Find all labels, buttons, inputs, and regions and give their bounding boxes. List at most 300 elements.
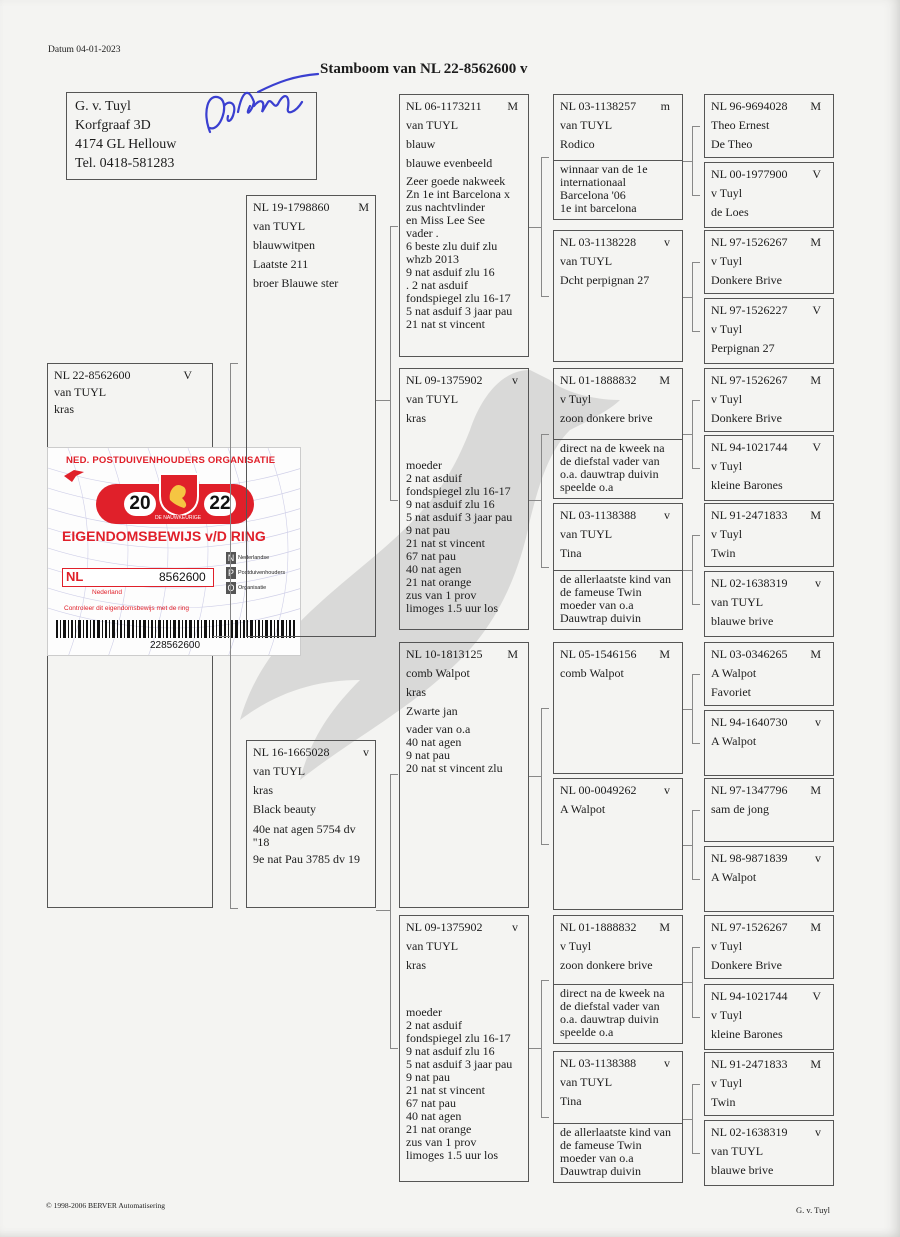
gen5-ring: NL 97-1526267 [711, 235, 788, 249]
father-name: Laatste 211 [253, 257, 309, 271]
mother-sex: v [363, 745, 369, 759]
connector-line [213, 636, 230, 637]
gen3-note: 2 nat asduif [406, 471, 462, 485]
gen3-note: zus van 1 prov [406, 1135, 477, 1149]
connector-line [692, 262, 693, 331]
gen3-box [399, 368, 529, 630]
gen5-box [704, 162, 834, 228]
gen3-note: 9 nat asduif zlu 16 [406, 497, 495, 511]
connector-line [692, 535, 693, 604]
connector-line [683, 434, 692, 435]
card-badge: DE NAUWKEURIGE [148, 515, 208, 522]
father-sex: M [358, 200, 369, 214]
gen4-sex: M [659, 920, 670, 934]
gen5-sex: v [815, 851, 821, 865]
gen4-box [553, 778, 683, 910]
gen5-sex: M [810, 373, 821, 387]
card-ring-number: 8562600 [159, 570, 206, 584]
gen5-line2: Donkere Brive [711, 411, 782, 425]
connector-line [390, 500, 398, 501]
gen4-note: winnaar van de 1e [560, 162, 648, 176]
gen5-line2: kleine Barones [711, 478, 783, 492]
gen3-owner: van TUYL [406, 118, 459, 132]
gen3-note: 21 nat st vincent [406, 1083, 485, 1097]
father-box [246, 195, 376, 637]
gen3-note: moeder [406, 1005, 442, 1019]
gen5-sex: M [810, 647, 821, 661]
gen3-sex: v [512, 920, 518, 934]
gen4-ring: NL 05-1546156 [560, 647, 637, 661]
gen4-box [553, 642, 683, 774]
gen5-sex: M [810, 235, 821, 249]
gen3-note: moeder [406, 458, 442, 472]
card-doc-title: EIGENDOMSBEWIJS v/D RING [62, 528, 266, 544]
gen5-line1: A Walpot [711, 666, 757, 680]
gen5-sex: M [810, 508, 821, 522]
gen3-note: 21 nat st vincent [406, 536, 485, 550]
connector-line [529, 500, 541, 501]
gen4-line1: v Tuyl [560, 939, 592, 953]
gen5-sex: V [812, 167, 821, 181]
gen5-box [704, 984, 834, 1050]
gen4-note: moeder van o.a [560, 1151, 634, 1165]
gen5-ring: NL 97-1526227 [711, 303, 788, 317]
gen3-name: Zwarte jan [406, 704, 458, 718]
gen3-name [406, 428, 522, 447]
gen4-line1: van TUYL [560, 527, 613, 541]
gen4-line1: comb Walpot [560, 666, 624, 680]
gen4-ring: NL 01-1888832 [560, 920, 637, 934]
gen5-sex: V [812, 303, 821, 317]
gen5-box [704, 710, 834, 776]
npo-logo: N Nederlandse P Postduivenhouders O Organisatie [227, 553, 286, 593]
gen5-ring: NL 97-1526267 [711, 920, 788, 934]
gen3-note: 40 nat agen [406, 1109, 462, 1123]
connector-line [692, 331, 700, 332]
gen3-note: limoges 1.5 uur los [406, 601, 498, 615]
signature-icon [198, 72, 328, 152]
gen5-line1: v Tuyl [711, 392, 743, 406]
gen4-ring: NL 03-1138228 [560, 235, 637, 249]
gen5-line2: blauwe brive [711, 1163, 774, 1177]
gen4-note: direct na de kweek na [560, 986, 665, 1000]
year-left: 20 [124, 492, 156, 516]
connector-line [541, 296, 549, 297]
connector-line [390, 226, 398, 227]
gen3-note: vader . [406, 226, 439, 240]
gen4-note: Barcelona '06 [560, 188, 626, 202]
gen4-note: de diefstal vader van [560, 999, 660, 1013]
gen3-note: whzb 2013 [406, 252, 459, 266]
gen4-note: o.a. dauwtrap duivin [560, 467, 659, 481]
gen5-sex: M [810, 1057, 821, 1071]
connector-line [692, 1017, 700, 1018]
gen3-sex: M [507, 647, 518, 661]
connector-line [541, 157, 542, 296]
connector-line [683, 709, 692, 710]
gen3-note: 5 nat asduif 3 jaar pau [406, 510, 513, 524]
connector-line [541, 980, 542, 1118]
gen3-note: 9 nat pau [406, 748, 450, 762]
connector-line [529, 776, 541, 777]
gen3-note: limoges 1.5 uur los [406, 1148, 498, 1162]
connector-line [390, 774, 398, 775]
gen5-box [704, 94, 834, 158]
npo-o: Organisatie [238, 585, 267, 591]
gen3-note: vader van o.a [406, 722, 471, 736]
gen5-box [704, 368, 834, 432]
gen3-note: zus nachtvlinder [406, 200, 485, 214]
owner-street: Korfgraaf 3D [75, 118, 151, 133]
npo-p: Postduivenhouders [238, 570, 286, 576]
gen4-box [553, 1051, 683, 1183]
gen4-line2: zoon donkere brive [560, 958, 653, 972]
connector-line [390, 774, 391, 1048]
gen5-ring: NL 03-0346265 [711, 647, 788, 661]
connector-line [376, 910, 390, 911]
gen3-color: kras [406, 685, 426, 699]
gen4-ring: NL 00-0049262 [560, 783, 637, 797]
gen5-line2: Twin [711, 1095, 736, 1109]
gen5-sex: M [810, 99, 821, 113]
gen4-box [553, 503, 683, 630]
gen3-ring: NL 09-1375902 [406, 920, 483, 934]
gen4-line2: Dcht perpignan 27 [560, 273, 650, 287]
gen4-sex: v [664, 783, 670, 797]
connector-line [541, 157, 549, 158]
gen3-note: zus van 1 prov [406, 588, 477, 602]
father-note: broer Blauwe ster [253, 276, 339, 290]
mother-owner: van TUYL [253, 764, 306, 778]
gen4-note: speelde o.a [560, 480, 614, 494]
gen4-note: o.a. dauwtrap duivin [560, 1012, 659, 1026]
gen4-ring: NL 03-1138388 [560, 508, 637, 522]
gen5-box [704, 298, 834, 364]
father-owner: van TUYL [253, 219, 306, 233]
gen4-sex: v [664, 235, 670, 249]
gen5-box [704, 571, 834, 637]
gen3-note: 9 nat asduif zlu 16 [406, 265, 495, 279]
gen4-line2: zoon donkere brive [560, 411, 653, 425]
gen3-note: 40 nat agen [406, 735, 462, 749]
gen3-note: fondspiegel zlu 16-17 [406, 291, 511, 305]
gen5-line1: Theo Ernest [711, 118, 770, 132]
gen4-note: Dauwtrap duivin [560, 1164, 641, 1178]
gen5-line2: de Loes [711, 205, 749, 219]
connector-line [529, 1048, 541, 1049]
gen5-ring: NL 98-9871839 [711, 851, 788, 865]
connector-line [390, 226, 391, 500]
gen3-note: 21 nat orange [406, 1122, 472, 1136]
gen3-box [399, 642, 529, 908]
gen5-line2: Donkere Brive [711, 958, 782, 972]
subject-color: kras [54, 402, 74, 416]
connector-line [692, 468, 700, 469]
gen3-sex: v [512, 373, 518, 387]
gen5-box [704, 230, 834, 294]
ring-number-field [62, 568, 214, 587]
gen5-line1: v Tuyl [711, 1076, 743, 1090]
connector-line [541, 980, 549, 981]
gen3-note: fondspiegel zlu 16-17 [406, 1031, 511, 1045]
gen4-ring: NL 01-1888832 [560, 373, 637, 387]
gen3-note: . 2 nat asduif [406, 278, 468, 292]
subject-ring: NL 22-8562600 [54, 368, 131, 382]
connector-line [692, 400, 693, 468]
gen3-note: fondspiegel zlu 16-17 [406, 484, 511, 498]
pigeon-logo-icon [62, 466, 86, 484]
gen5-line1: van TUYL [711, 1144, 764, 1158]
mother-ring: NL 16-1665028 [253, 745, 330, 759]
gen5-line2: Twin [711, 546, 736, 560]
connector-line [230, 363, 238, 364]
gen4-line1: van TUYL [560, 118, 613, 132]
card-nederland: Nederland [92, 589, 122, 596]
gen3-note: 21 nat st vincent [406, 317, 485, 331]
gen5-box [704, 1052, 834, 1116]
gen5-ring: NL 00-1977900 [711, 167, 788, 181]
gen5-line1: v Tuyl [711, 186, 743, 200]
gen4-line1: A Walpot [560, 802, 606, 816]
gen5-line2: Favoriet [711, 685, 751, 699]
connector-line [692, 674, 700, 675]
subject-sex: V [183, 368, 192, 382]
connector-line [683, 982, 692, 983]
gen5-line2: De Theo [711, 137, 753, 151]
gen5-line2: Perpignan 27 [711, 341, 775, 355]
gen3-ring: NL 06-1173211 [406, 99, 482, 113]
gen3-note: Zeer goede nakweek [406, 174, 506, 188]
gen3-sex: M [507, 99, 518, 113]
npo-n: Nederlandse [238, 555, 270, 561]
gen4-note: direct na de kweek na [560, 441, 665, 455]
connector-line [541, 1117, 549, 1118]
gen4-note: Dauwtrap duivin [560, 611, 641, 625]
gen3-note: 9 nat asduif zlu 16 [406, 1044, 495, 1058]
gen3-note: 67 nat pau [406, 1096, 456, 1110]
card-nl: NL [66, 569, 84, 584]
gen3-name [406, 975, 522, 994]
gen3-note: 67 nat pau [406, 549, 456, 563]
gen5-box [704, 503, 834, 567]
lion-crest-icon [156, 470, 202, 518]
gen5-ring: NL 97-1347796 [711, 783, 788, 797]
card-org: NED. POSTDUIVENHOUDERS ORGANISATIE [66, 455, 276, 466]
connector-line [683, 845, 692, 846]
gen5-line1: sam de jong [711, 802, 769, 816]
connector-line [683, 1119, 692, 1120]
father-ring: NL 19-1798860 [253, 200, 330, 214]
connector-line [692, 535, 700, 536]
gen4-note: internationaal [560, 175, 626, 189]
gen3-ring: NL 10-1813125 [406, 647, 483, 661]
gen5-line1: v Tuyl [711, 1008, 743, 1022]
connector-line [692, 604, 700, 605]
year-right: 22 [204, 492, 236, 516]
gen3-note: Zn 1e int Barcelona x [406, 187, 510, 201]
gen4-note: de allerlaatste kind van [560, 572, 671, 586]
connector-line [683, 297, 692, 298]
gen5-ring: NL 91-2471833 [711, 508, 788, 522]
mother-note-2: 9e nat Pau 3785 dv 19 [253, 852, 360, 866]
gen5-box [704, 435, 834, 501]
connector-line [390, 1048, 398, 1049]
connector-line [541, 434, 542, 567]
gen5-line1: v Tuyl [711, 527, 743, 541]
gen4-note: de fameuse Twin [560, 585, 642, 599]
gen4-ring: NL 03-1138257 [560, 99, 637, 113]
gen5-line2: blauwe brive [711, 614, 774, 628]
gen4-ring: NL 03-1138388 [560, 1056, 637, 1070]
connector-line [541, 844, 549, 845]
connector-line [692, 947, 700, 948]
gen3-owner: van TUYL [406, 392, 459, 406]
gen3-owner: comb Walpot [406, 666, 470, 680]
gen5-line2: kleine Barones [711, 1027, 783, 1041]
gen4-line1: v Tuyl [560, 392, 592, 406]
connector-line [692, 126, 700, 127]
connector-line [692, 743, 700, 744]
gen4-box [553, 915, 683, 1044]
owner-city: 4174 GL Hellouw [75, 137, 177, 152]
gen4-sex: m [660, 99, 670, 113]
gen4-note: moeder van o.a [560, 598, 634, 612]
owner-phone: Tel. 0418-581283 [75, 156, 175, 171]
connector-line [376, 400, 390, 401]
subject-owner: van TUYL [54, 385, 107, 399]
gen5-line1: v Tuyl [711, 459, 743, 473]
connector-line [692, 262, 700, 263]
gen3-note: 20 nat st vincent zlu [406, 761, 503, 775]
gen5-ring: NL 96-9694028 [711, 99, 788, 113]
connector-line [692, 195, 700, 196]
connector-line [692, 1153, 700, 1154]
gen5-sex: V [812, 440, 821, 454]
connector-line [692, 879, 700, 880]
gen5-line1: v Tuyl [711, 939, 743, 953]
gen5-sex: M [810, 920, 821, 934]
gen4-note: 1e int barcelona [560, 201, 637, 215]
gen5-ring: NL 91-2471833 [711, 1057, 788, 1071]
gen5-line1: v Tuyl [711, 254, 743, 268]
gen3-box [399, 915, 529, 1182]
gen3-note: 9 nat pau [406, 523, 450, 537]
gen3-note: 9 nat pau [406, 1070, 450, 1084]
gen4-note: speelde o.a [560, 1025, 614, 1039]
gen3-name: blauwe evenbeeld [406, 156, 493, 170]
gen4-line2: Rodico [560, 137, 595, 151]
gen5-line1: v Tuyl [711, 322, 743, 336]
gen5-box [704, 915, 834, 979]
connector-line [529, 227, 541, 228]
gen3-note: 5 nat asduif 3 jaar pau [406, 1057, 513, 1071]
gen5-line1: A Walpot [711, 870, 757, 884]
mother-name: Black beauty [253, 802, 316, 816]
mother-box [246, 740, 376, 908]
gen5-ring: NL 02-1638319 [711, 1125, 788, 1139]
gen4-line1: van TUYL [560, 1075, 613, 1089]
connector-line [692, 810, 700, 811]
gen5-ring: NL 02-1638319 [711, 576, 788, 590]
connector-line [541, 708, 549, 709]
page-title: Stamboom van NL 22-8562600 v [320, 61, 528, 77]
print-date: Datum 04-01-2023 [48, 45, 121, 55]
gen5-box [704, 778, 834, 842]
gen5-ring: NL 94-1021744 [711, 989, 788, 1003]
gen4-box [553, 230, 683, 362]
footer-owner: G. v. Tuyl [796, 1205, 830, 1215]
mother-color: kras [253, 783, 273, 797]
connector-line [692, 810, 693, 879]
owner-name: G. v. Tuyl [75, 99, 131, 114]
gen5-sex: v [815, 1125, 821, 1139]
footer-copyright: © 1998-2006 BERVER Automatisering [46, 1201, 166, 1210]
gen3-note: 21 nat orange [406, 575, 472, 589]
gen5-ring: NL 94-1640730 [711, 715, 788, 729]
connector-line [230, 908, 238, 909]
gen5-line2: Donkere Brive [711, 273, 782, 287]
father-color: blauwwitpen [253, 238, 315, 252]
gen5-ring: NL 97-1526267 [711, 373, 788, 387]
connector-line [692, 674, 693, 743]
connector-line [692, 126, 693, 195]
gen3-ring: NL 09-1375902 [406, 373, 483, 387]
connector-line [692, 1084, 700, 1085]
gen3-note: 5 nat asduif 3 jaar pau [406, 304, 513, 318]
gen3-note: 2 nat asduif [406, 1018, 462, 1032]
gen5-sex: v [815, 715, 821, 729]
gen4-note: de allerlaatste kind van [560, 1125, 671, 1139]
gen3-note: en Miss Lee See [406, 213, 485, 227]
gen4-line2: Tina [560, 546, 582, 560]
gen5-box [704, 1120, 834, 1186]
connector-line [683, 570, 692, 571]
card-barcode-number: 228562600 [149, 640, 201, 651]
gen5-box [704, 846, 834, 912]
gen3-box [399, 94, 529, 357]
gen4-line2: Tina [560, 1094, 582, 1108]
gen5-box [704, 642, 834, 706]
gen3-owner: van TUYL [406, 939, 459, 953]
gen3-note: 6 beste zlu duif zlu [406, 239, 498, 253]
gen4-sex: M [659, 647, 670, 661]
gen5-sex: M [810, 783, 821, 797]
gen3-color: kras [406, 958, 426, 972]
gen5-sex: v [815, 576, 821, 590]
gen4-note: de diefstal vader van [560, 454, 660, 468]
connector-line [541, 567, 549, 568]
gen5-sex: V [812, 989, 821, 1003]
gen5-line1: van TUYL [711, 595, 764, 609]
card-control-text: Controleer dit eigendomsbewijs met de ring [64, 605, 190, 612]
gen5-ring: NL 94-1021744 [711, 440, 788, 454]
connector-line [541, 708, 542, 844]
gen4-line1: van TUYL [560, 254, 613, 268]
gen4-box [553, 368, 683, 499]
gen4-box [553, 94, 683, 220]
gen3-color: blauw [406, 137, 436, 151]
connector-line [541, 434, 549, 435]
connector-line [692, 400, 700, 401]
connector-line [692, 1084, 693, 1153]
gen5-line1: A Walpot [711, 734, 757, 748]
connector-line [683, 161, 692, 162]
gen4-sex: v [664, 1056, 670, 1070]
mother-note-1: 40e nat agen 5754 dv ''18 [253, 822, 356, 849]
connector-line [230, 363, 231, 908]
gen4-sex: M [659, 373, 670, 387]
gen3-note: 40 nat agen [406, 562, 462, 576]
